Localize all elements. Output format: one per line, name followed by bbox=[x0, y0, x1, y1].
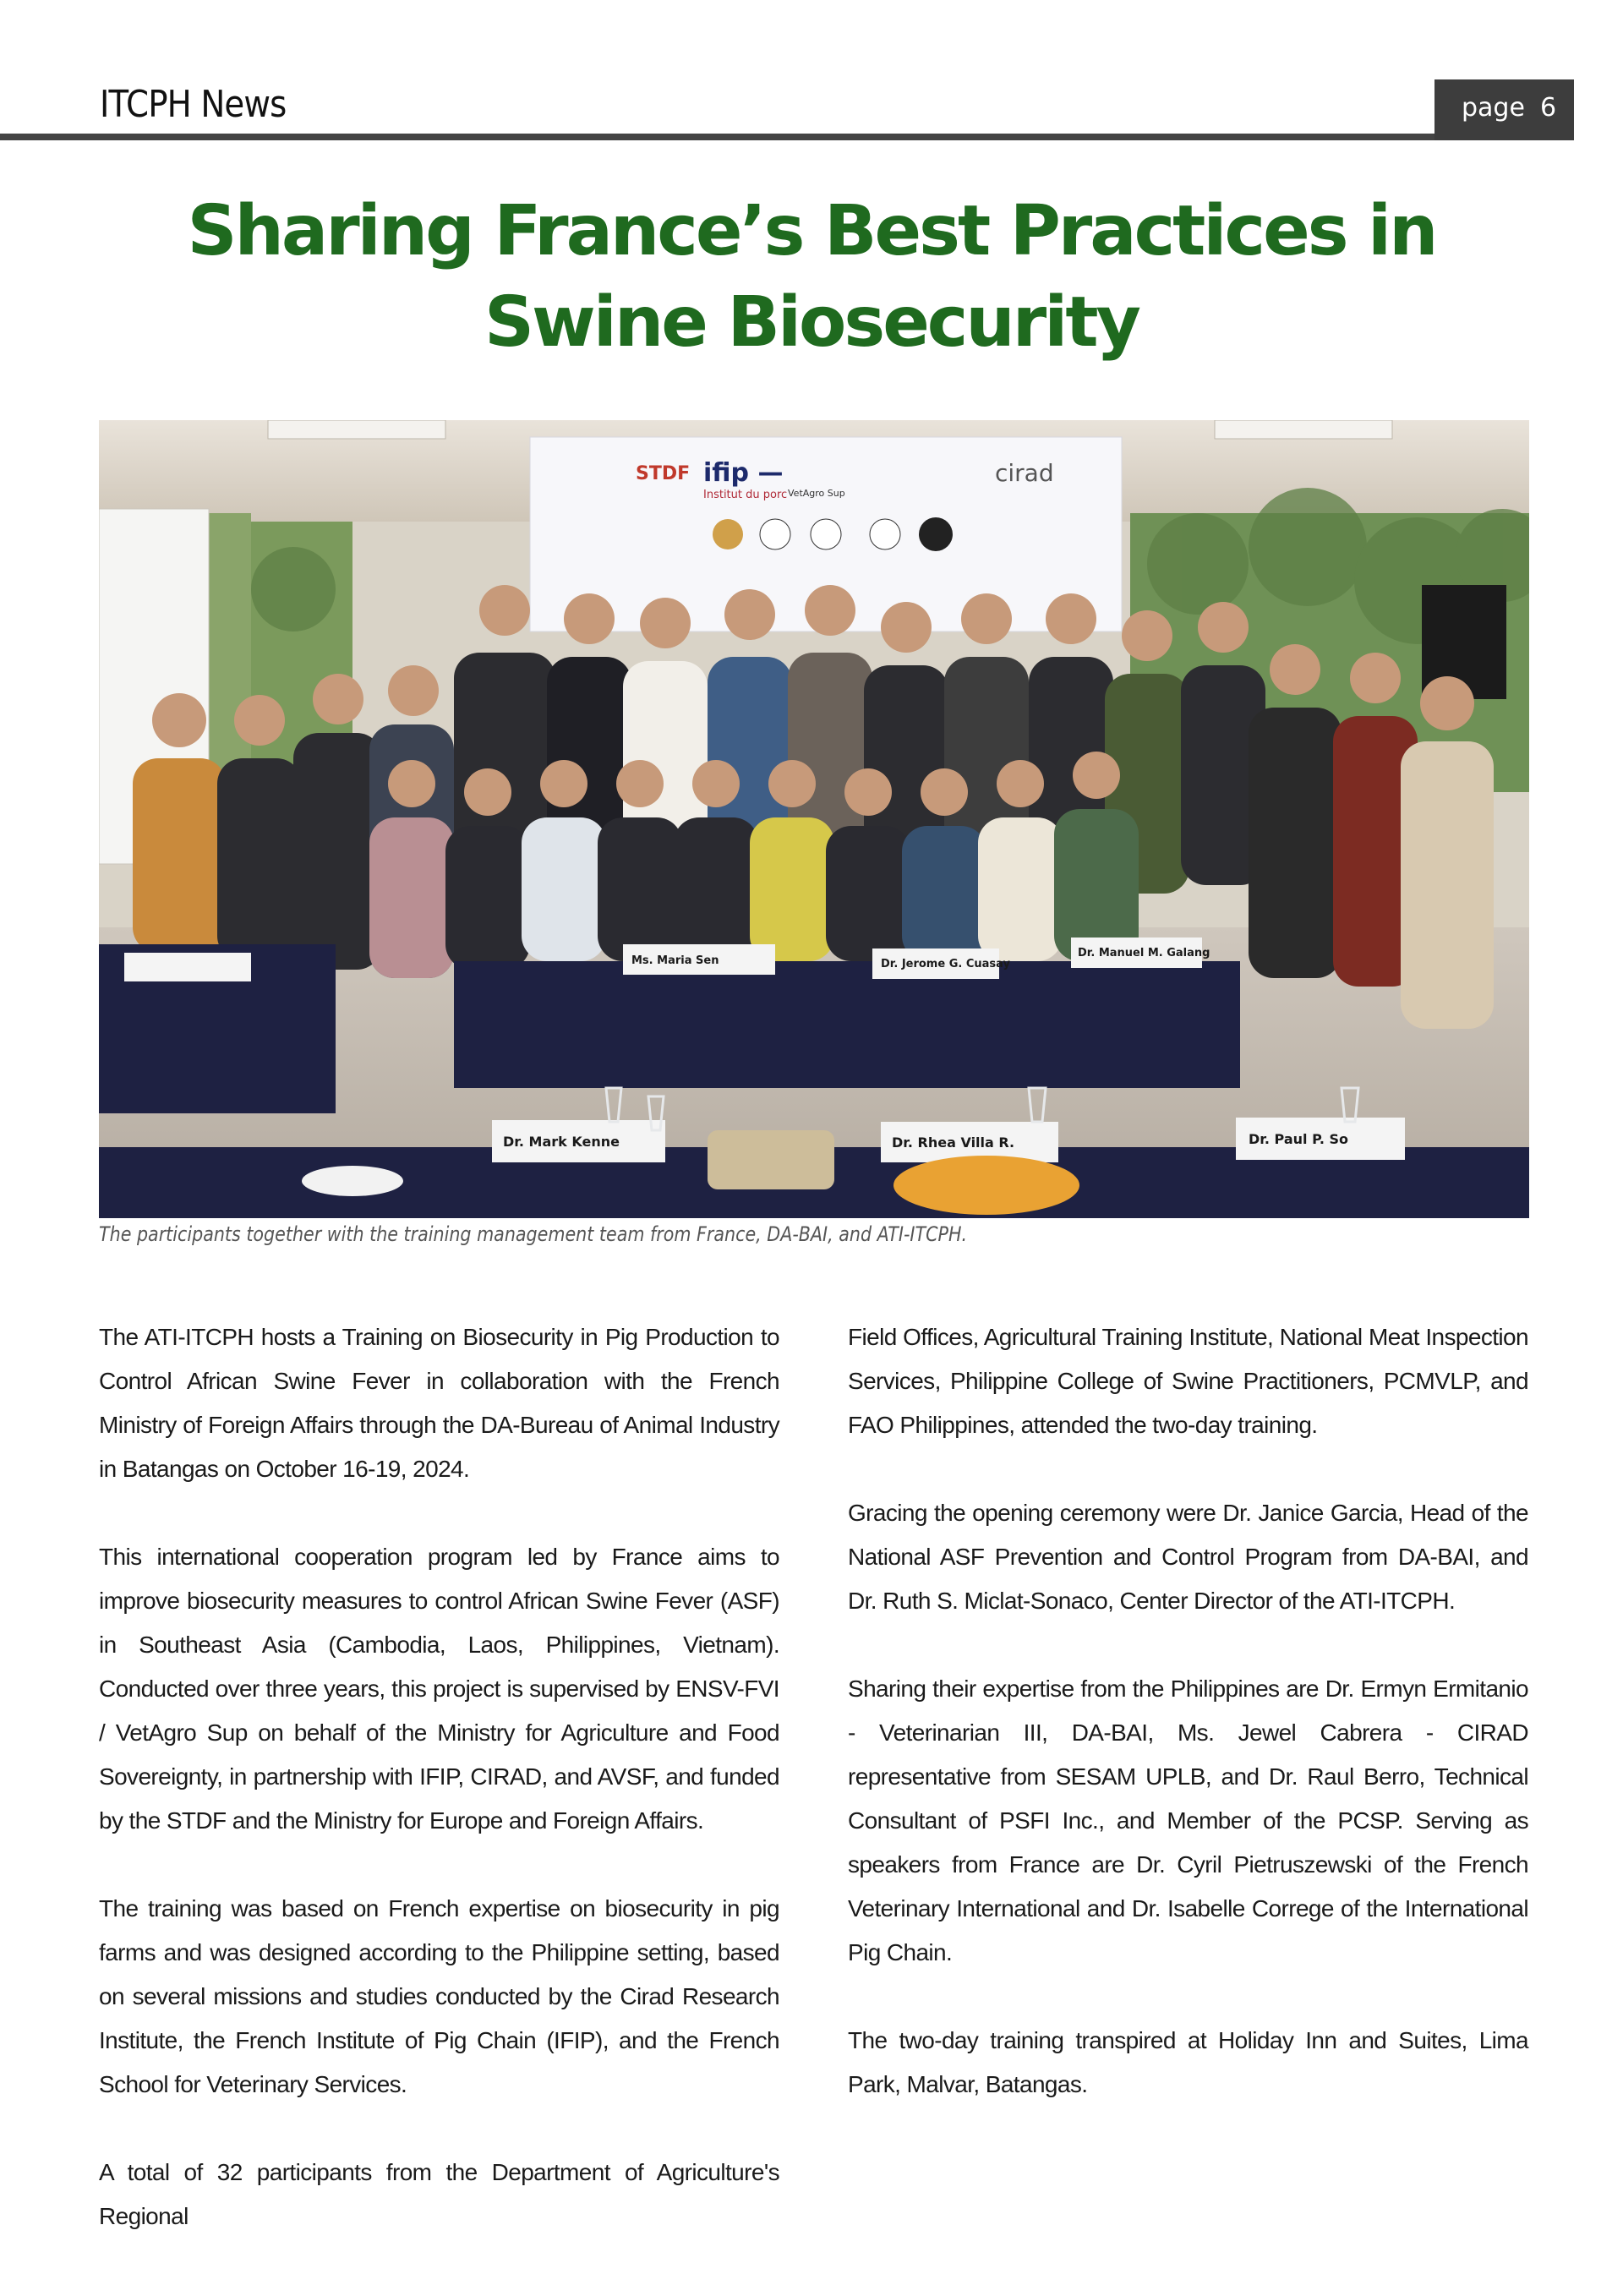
logo-vetagro: VetAgro Sup bbox=[788, 488, 845, 499]
name-plate-galang: Dr. Manuel M. Galang bbox=[1078, 947, 1210, 959]
air-conditioner-right bbox=[1215, 420, 1392, 439]
paragraph-opening: Gracing the opening ceremony were Dr. Janice Garcia, Head of the National ASF Prevention and Control Program from DA-BAI, and Dr. Ruth S. Miclat-Sonaco, Center Director of the ATI-ITCPH. bbox=[848, 1500, 1528, 1614]
paragraph-venue: The two-day training transpired at Holiday Inn and Suites, Lima Park, Malvar, Batangas. bbox=[848, 2027, 1528, 2097]
paragraph-speakers: Sharing their expertise from the Philippines are Dr. Ermyn Ermitanio - Veterinarian III, DA-BAI, Ms. Jewel Cabrera - CIRAD representative from SESAM UPLB, and Dr. Raul Berro, Technical Consultant of PSFI Inc., and Member of the PCSP. Serving as speakers from France are Dr. Cyril Pietruszewski of the French Veterinary International and Dr. Isabelle Correge of the International Pig Chain. bbox=[848, 1676, 1528, 1965]
group-photo bbox=[99, 420, 1529, 1218]
logo-stdf: STDF bbox=[636, 463, 691, 484]
logo-ifip: ifip — bbox=[703, 458, 784, 488]
header-rule bbox=[0, 134, 1574, 140]
orange-cloth bbox=[893, 1156, 1079, 1215]
right-column bbox=[848, 1315, 1528, 2151]
group-photo-illustration bbox=[99, 420, 1529, 1218]
page-number: 6 bbox=[1539, 93, 1557, 123]
publication-name: ITCPH News bbox=[100, 83, 287, 126]
name-plate-kenne: Dr. Mark Kenne bbox=[503, 1134, 620, 1150]
air-conditioner-left bbox=[268, 420, 445, 439]
plate bbox=[302, 1166, 403, 1196]
photo-caption: The participants together with the training management team from France, DA-BAI, and ATI-ITCPH. bbox=[99, 1222, 968, 1246]
center-table bbox=[454, 961, 1240, 1088]
name-plate-cuasay: Dr. Jerome G. Cuasay bbox=[881, 958, 1010, 970]
paragraph-intro: The ATI-ITCPH hosts a Training on Biosecurity in Pig Production to Control African Swine Fever in collaboration with the French Ministry of Foreign Affairs through the DA-Bureau of Animal Industry in Batangas on October 16-19, 2024. bbox=[99, 1324, 779, 1482]
logo-cirad: cirad bbox=[995, 459, 1054, 487]
left-column bbox=[99, 1315, 779, 2282]
paragraph-expertise: The training was based on French expertise on biosecurity in pig farms and was designed according to the Philippine setting, based on several missions and studies conducted by the Cirad Research Institute, the French Institute of Pig Chain (IFIP), and the French School for Veterinary Services. bbox=[99, 1895, 779, 2097]
article-title: Sharing France’s Best Practices in Swine Biosecurity bbox=[187, 191, 1436, 363]
paragraph-participants: A total of 32 participants from the Department of Agriculture's Regional bbox=[99, 2159, 779, 2229]
name-plate-sen: Ms. Maria Sen bbox=[631, 954, 719, 967]
logo-institut-du-porc: Institut du porc bbox=[703, 489, 788, 501]
paragraph-program: This international cooperation program led by France aims to improve biosecurity measures to control African Swine Fever (ASF) in Southeast Asia (Cambodia, Laos, Philippines, Vietnam). Conducted over three years, this project is supervised by ENSV-FVI / VetAgro Sup on behalf of the Ministry for Agriculture and Food Sovereignty, in partnership with IFIP, CIRAD, and AVSF, and funded by the STDF and the Ministry for Europe and Foreign Affairs. bbox=[99, 1544, 779, 1834]
page-label: page bbox=[1462, 93, 1525, 123]
cloth-bag bbox=[708, 1130, 834, 1189]
paragraph-participants-cont: Field Offices, Agricultural Training Institute, National Meat Inspection Services, Philippine College of Swine Practitioners, PCMVLP, and FAO Philippines, attended the two-day training. bbox=[848, 1324, 1528, 1438]
name-plate-so: Dr. Paul P. So bbox=[1249, 1131, 1349, 1147]
page-number-tab bbox=[1434, 79, 1574, 140]
name-plate-villa: Dr. Rhea Villa R. bbox=[892, 1134, 1015, 1151]
